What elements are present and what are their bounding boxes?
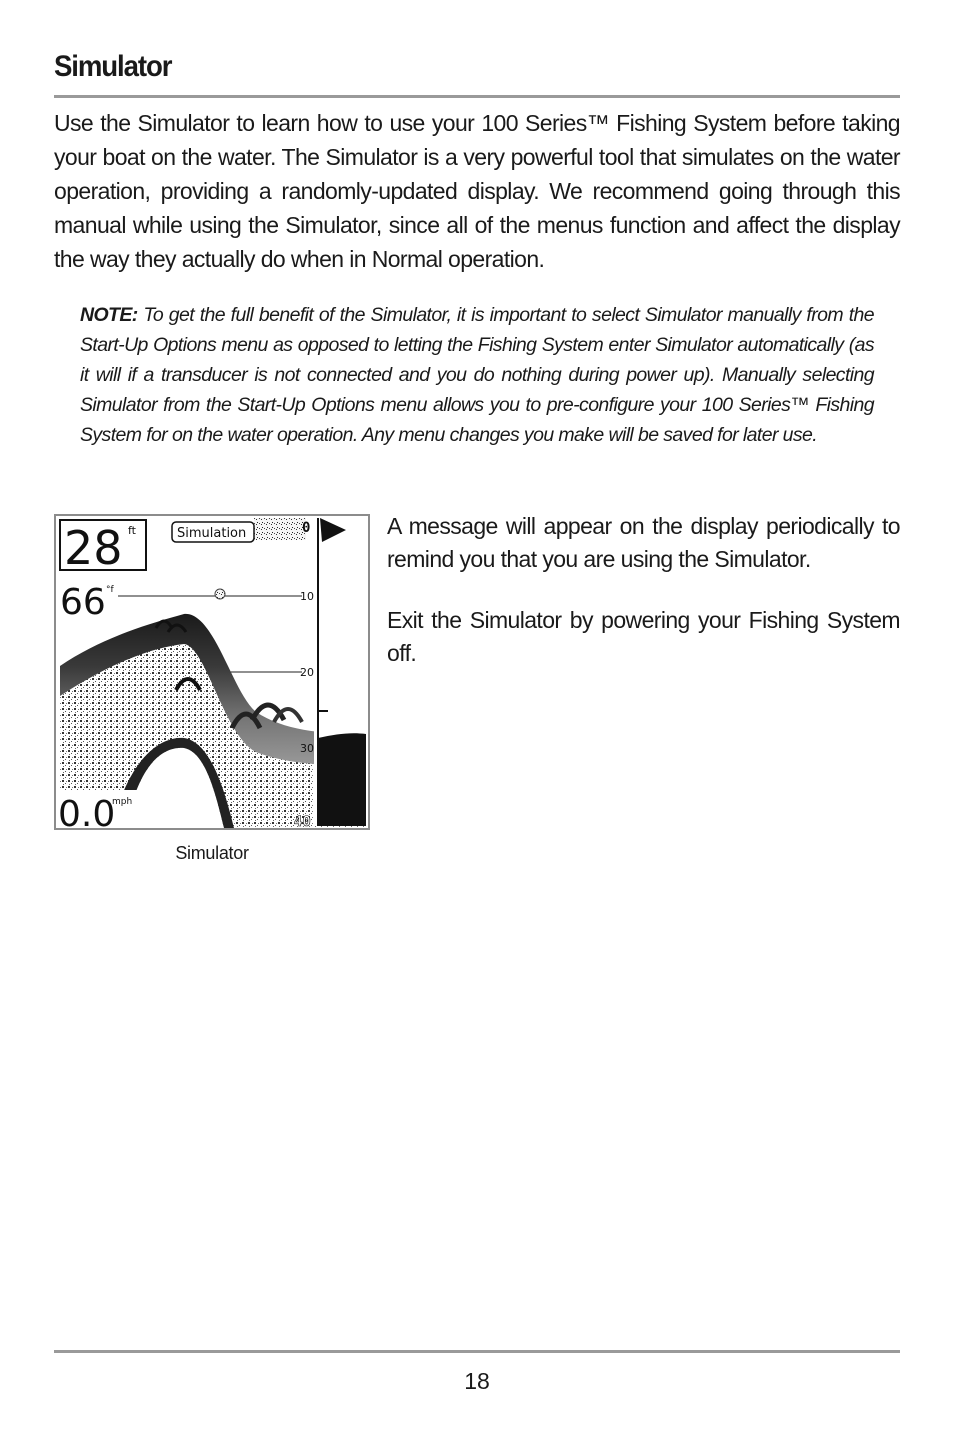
chart-bar-bottom [318, 733, 366, 826]
top-divider [54, 95, 900, 98]
scale-label-10: 10 [300, 590, 314, 603]
figure-caption: Simulator [175, 843, 249, 863]
temperature-unit: °f [106, 585, 114, 595]
speed-unit: mph [112, 797, 133, 807]
scale-label-40: 40 [294, 814, 311, 828]
page-title: Simulator [54, 50, 172, 83]
note-label: NOTE: [80, 304, 138, 326]
surface-clutter [254, 518, 306, 540]
side-paragraph-exit: Exit the Simulator by powering your Fishing System off. [387, 607, 900, 666]
scale-label-30: 30 [300, 742, 314, 755]
speed-value: 0.0 [58, 794, 116, 828]
side-text [387, 510, 900, 698]
temperature-value: 66 [60, 582, 106, 623]
side-paragraph-message: A message will appear on the display periodically to remind you that you are using the Simulator. [387, 513, 900, 572]
depth-unit: ft [128, 524, 136, 537]
bottom-divider [54, 1350, 900, 1353]
simulator-screen-figure [54, 514, 370, 830]
depth-value: 28 [64, 521, 123, 575]
fish-target-cloud [215, 589, 225, 599]
scale-label-0: 0 [302, 520, 311, 536]
page-number: 18 [464, 1368, 490, 1394]
note-paragraph [80, 300, 874, 450]
simulation-banner-text: Simulation [177, 526, 247, 541]
sonar-display [56, 516, 368, 828]
intro-paragraph: Use the Simulator to learn how to use your 100 Series™ Fishing System before taking your boat on the water. The Simulator is a very powerful tool that simulates on the water operation, providing a randomly-updated display. We recommend going through this manual while using the Simulator, since all of the menus function and affect the display the way they actually do when in Normal operation. [54, 110, 900, 272]
scale-label-20: 20 [300, 666, 314, 679]
note-text: To get the full benefit of the Simulator, it is important to select Simulator manually from the Start-Up Options menu as opposed to letting the Fishing System enter Simulator automatically (as it will if a transducer is not connected and you do nothing during power up). Manually selecting Simulator from the Start-Up Options menu allows you to pre-configure your 100 Series™ Fishing System for on the water operation. Any menu changes you make will be saved for later use. [80, 304, 874, 446]
bottom-marker [318, 710, 328, 712]
